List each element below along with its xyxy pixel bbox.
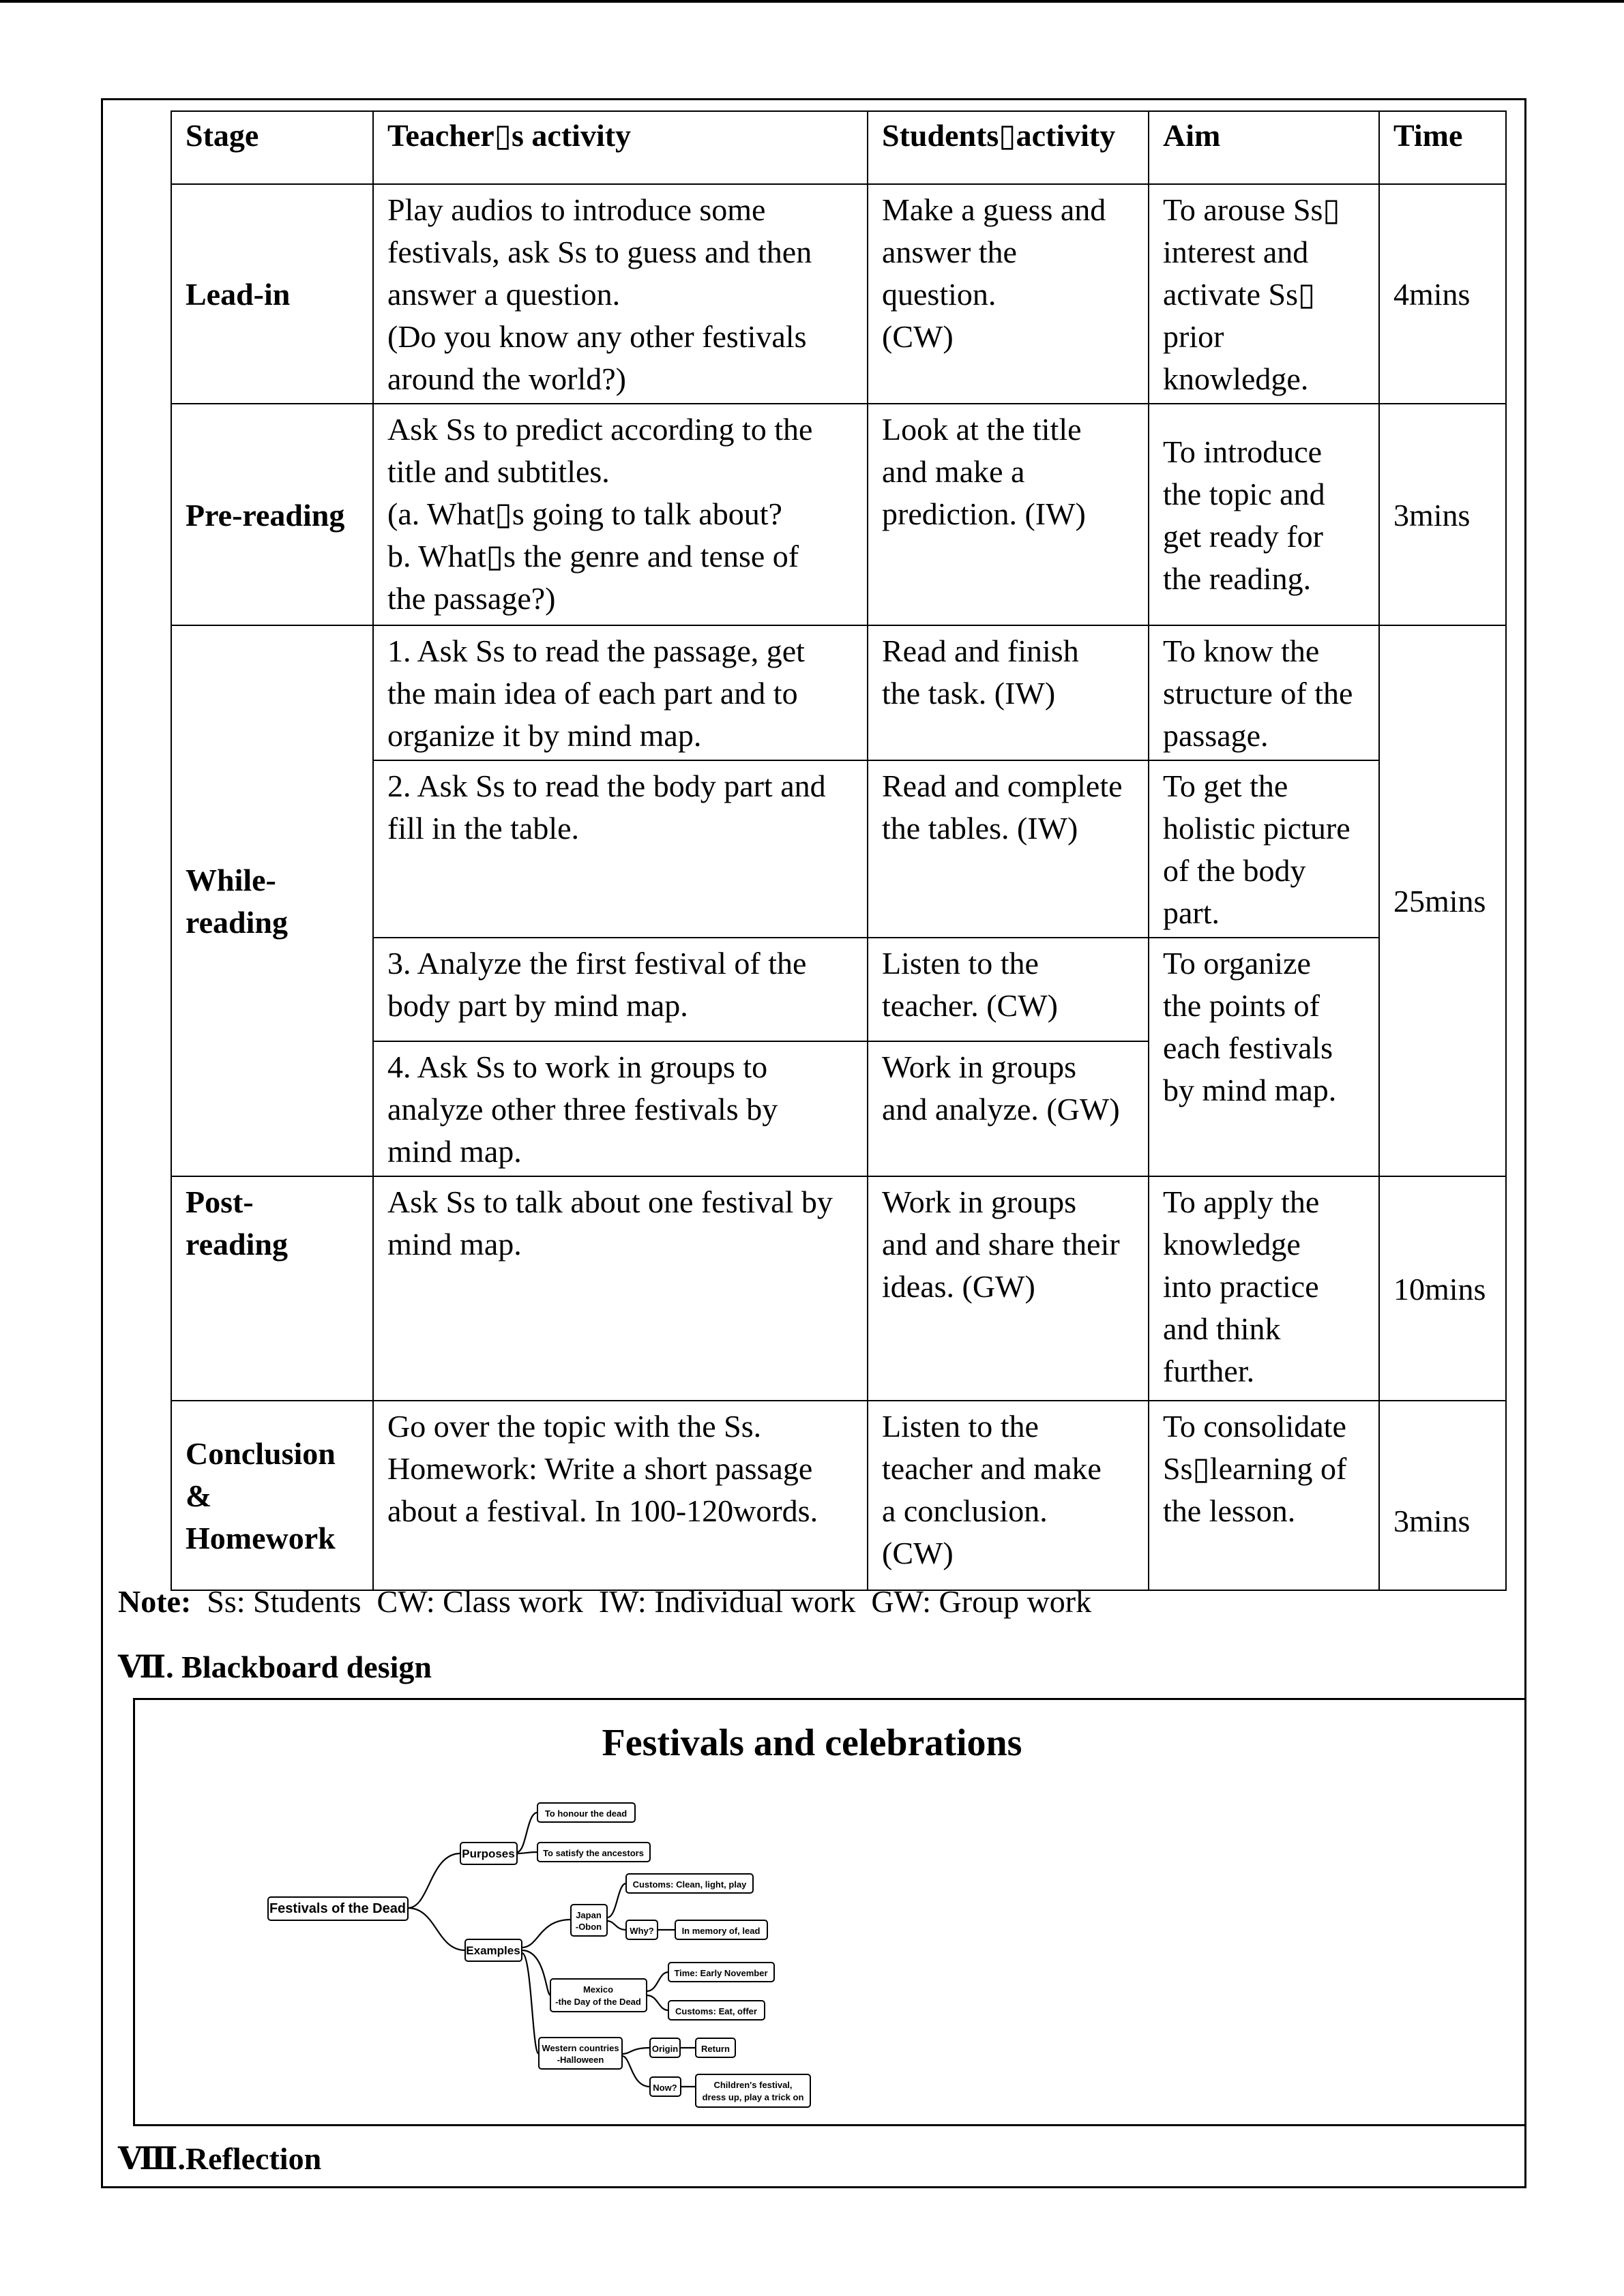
table-row xyxy=(171,1176,1506,1401)
connector-purposes-honour xyxy=(517,1813,537,1852)
mind-map-origin: Origin xyxy=(651,2044,679,2054)
connector-japan-customs xyxy=(607,1883,626,1918)
blackboard-title: Festivals and celebrations xyxy=(602,1722,1022,1764)
aim-cell: To consolidate Ss▯learning of the lesson. xyxy=(1149,1401,1379,1590)
header-time: Time xyxy=(1379,111,1506,184)
mind-map-time-mexico: Time: Early November xyxy=(674,1968,768,1978)
mind-map-customs-mexico: Customs: Eat, offer xyxy=(675,2006,757,2016)
mind-map-customs-japan: Customs: Clean, light, play xyxy=(632,1879,747,1890)
time-cell: 10mins xyxy=(1379,1176,1506,1401)
aim-cell: To arouse Ss▯ interest and activate Ss▯ prior knowledge. xyxy=(1149,184,1379,404)
header-teacher-activity: Teacher▯s activity xyxy=(373,111,868,184)
connector-root-examples xyxy=(408,1908,465,1950)
aim-cell: To get the holistic picture of the body part. xyxy=(1149,760,1379,938)
mind-map-mexico-line1: Mexico xyxy=(582,1984,614,1995)
connector-examples-japan xyxy=(522,1920,571,1948)
note-label: Note: xyxy=(118,1584,192,1619)
connector-examples-mexico xyxy=(522,1950,550,1995)
note-text: Ss: Students CW: Class work IW: Individual work GW: Group work xyxy=(191,1584,1092,1619)
mind-map-purposes: Purposes xyxy=(462,1847,515,1860)
teacher-activity-cell: Ask Ss to predict according to the title and subtitles. (a. What▯s going to talk about? b. What▯s the genre and tense of the passage?) xyxy=(373,404,868,625)
table-header-row xyxy=(171,111,1506,184)
students-activity-cell: Look at the title and make a prediction. (IW) xyxy=(868,404,1149,625)
time-cell: 3mins xyxy=(1379,404,1506,625)
students-activity-cell: Read and complete the tables. (IW) xyxy=(868,760,1149,938)
stage-pre-reading: Pre-reading xyxy=(171,404,373,625)
section-reflection-heading: Ⅷ.Reflection xyxy=(118,2141,322,2176)
header-stage: Stage xyxy=(171,111,373,184)
top-rule xyxy=(0,0,1624,3)
aim-cell: To know the structure of the passage. xyxy=(1149,625,1379,760)
table-row xyxy=(171,184,1506,404)
students-activity-cell: Listen to the teacher. (CW) xyxy=(868,938,1149,1041)
mind-map-root: Festivals of the Dead xyxy=(269,1901,407,1916)
aim-cell: To introduce the topic and get ready for the reading. xyxy=(1149,404,1379,625)
mind-map-why: Why? xyxy=(630,1926,654,1936)
connector-examples-western xyxy=(522,1953,539,2054)
teacher-activity-cell: Ask Ss to talk about one festival by mind map. xyxy=(373,1176,868,1401)
mind-map-memory: In memory of, lead xyxy=(681,1926,761,1936)
aim-cell: To apply the knowledge into practice and think further. xyxy=(1149,1176,1379,1401)
teacher-activity-cell: 1. Ask Ss to read the passage, get the main idea of each part and to organize it by mind map. xyxy=(373,625,868,760)
teacher-activity-cell: Go over the topic with the Ss. Homework: Write a short passage about a festival. In 100-120words. xyxy=(373,1401,868,1590)
mind-map-children-line1: Children's festival, xyxy=(713,2080,793,2090)
time-cell: 3mins xyxy=(1379,1401,1506,1590)
connector-root-purposes xyxy=(408,1853,460,1908)
table-row xyxy=(171,625,1506,760)
time-cell: 25mins xyxy=(1379,625,1506,1176)
connector-mexico-customs xyxy=(647,1995,668,2010)
connector-western-now xyxy=(622,2056,650,2087)
mind-map-japan-line1: Japan xyxy=(576,1910,602,1920)
header-students-activity: Students▯activity xyxy=(868,111,1149,184)
students-activity-cell: Work in groups and analyze. (GW) xyxy=(868,1041,1149,1176)
mind-map-examples: Examples xyxy=(466,1944,520,1957)
mind-map-honour: To honour the dead xyxy=(544,1808,628,1819)
time-cell: 4mins xyxy=(1379,184,1506,404)
students-activity-cell: Make a guess and answer the question. (CW) xyxy=(868,184,1149,404)
mind-map-western-line2: -Halloween xyxy=(557,2055,604,2065)
students-activity-cell: Listen to the teacher and make a conclusion. (CW) xyxy=(868,1401,1149,1590)
mind-map-satisfy: To satisfy the ancestors xyxy=(543,1848,644,1858)
connector-purposes-satisfy xyxy=(517,1852,537,1853)
students-activity-cell: Work in groups and and share their ideas. (GW) xyxy=(868,1176,1149,1401)
stage-conclusion-homework: Conclusion & Homework xyxy=(171,1401,373,1590)
aim-cell: To organize the points of each festivals by mind map. xyxy=(1149,938,1379,1176)
stage-lead-in: Lead-in xyxy=(171,184,373,404)
teacher-activity-cell: 2. Ask Ss to read the body part and fill in the table. xyxy=(373,760,868,938)
table-row xyxy=(171,1401,1506,1590)
stage-while-reading: While- reading xyxy=(171,625,373,1176)
table-row xyxy=(171,404,1506,625)
table-note xyxy=(118,1581,1091,1623)
header-aim: Aim xyxy=(1149,111,1379,184)
teacher-activity-cell: Play audios to introduce some festivals, ask Ss to guess and then answer a question. (Do you know any other festivals around the world?) xyxy=(373,184,868,404)
mind-map-now: Now? xyxy=(653,2083,677,2093)
mind-map-return: Return xyxy=(701,2044,730,2054)
mind-map-japan-line2: -Obon xyxy=(575,1922,602,1932)
teacher-activity-cell: 3. Analyze the first festival of the body part by mind map. xyxy=(373,938,868,1041)
stage-post-reading: Post- reading xyxy=(171,1176,373,1401)
connector-mexico-time xyxy=(647,1972,668,1991)
connector-japan-why xyxy=(607,1921,626,1930)
mind-map-children-line2: dress up, play a trick on xyxy=(702,2092,804,2102)
section-blackboard-design-heading: Ⅶ. Blackboard design xyxy=(118,1650,432,1684)
mind-map-mexico-line2: -the Day of the Dead xyxy=(555,1997,641,2007)
mind-map-diagram xyxy=(259,1787,818,2114)
connector-western-origin xyxy=(622,2048,650,2054)
students-activity-cell: Read and finish the task. (IW) xyxy=(868,625,1149,760)
mind-map-western-line1: Western countries xyxy=(542,2043,619,2053)
teacher-activity-cell: 4. Ask Ss to work in groups to analyze other three festivals by mind map. xyxy=(373,1041,868,1176)
lesson-plan-table xyxy=(171,110,1507,1591)
